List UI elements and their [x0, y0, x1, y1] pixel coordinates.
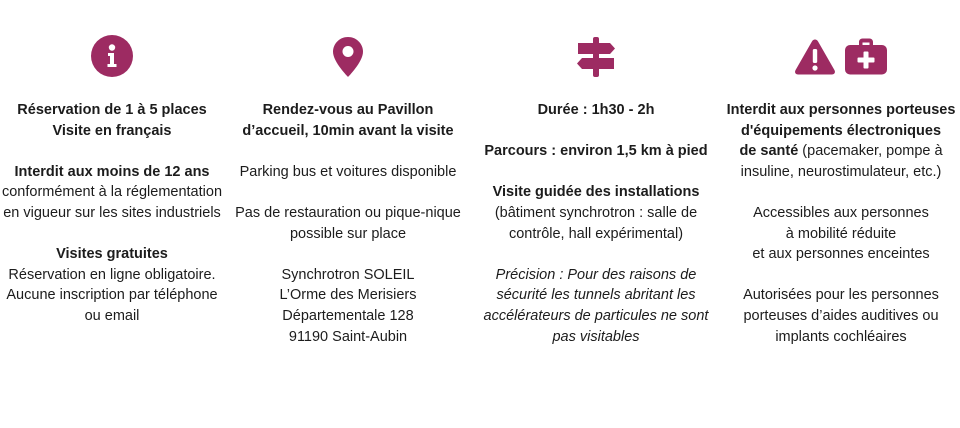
info-icon: [90, 34, 134, 78]
medical-kit-icon: [844, 38, 888, 75]
hearing-aids-text: Autorisées pour les personnes porteuses d’aides auditives ou implants cochléaires: [743, 287, 939, 345]
free-visits-text: Réservation en ligne obligatoire. Aucune inscription par téléphone ou email: [6, 266, 218, 324]
info-column-location: [233, 0, 463, 347]
precision-note: Précision : Pour des raisons de sécurité les tunnels abritant les accélérateurs de particules ne sont pas visitables: [483, 266, 709, 345]
places-text: Réservation de 1 à 5 places: [17, 102, 207, 118]
duration-text: Durée : 1h30 - 2h: [537, 102, 655, 118]
address-line: Départementale 128: [282, 307, 414, 324]
forbidden-devices-text: Interdit aux personnes porteuses d'équipements électroniques: [726, 102, 956, 139]
parking-text: Parking bus et voitures disponible: [239, 163, 457, 180]
route-text: Parcours : environ 1,5 km à pied: [484, 143, 708, 160]
meeting-point-text: Rendez-vous au Pavillon d’accueil, 10min avant la visite: [242, 102, 454, 139]
info-column-booking: [0, 0, 227, 327]
info-column-accessibility: [726, 0, 956, 347]
mobility-text: Accessibles aux personnes: [753, 204, 929, 221]
health-devices-text: de santé (pacemaker, pompe à insuline, neurostimulateur, etc.): [739, 143, 943, 180]
guided-visit-title: Visite guidée des installations: [492, 184, 700, 201]
info-column-duration: [481, 0, 711, 347]
mobility-text: et aux personnes enceintes: [752, 246, 930, 263]
food-text: Pas de restauration ou pique-nique possible sur place: [235, 204, 461, 242]
warning-icon: [794, 38, 836, 75]
age-restriction-text: Interdit aux moins de 12 ans conformément à la réglementation en vigueur sur les sites industriels: [1, 163, 223, 221]
address-line: L’Orme des Merisiers: [279, 287, 417, 304]
location-pin-icon: [332, 36, 364, 78]
address-line: Synchrotron SOLEIL: [281, 266, 415, 283]
mobility-text: à mobilité réduite: [785, 225, 897, 242]
guided-visit-detail: (bâtiment synchrotron : salle de contrôle, hall expérimental): [494, 204, 698, 242]
address-line: 91190 Saint-Aubin: [288, 328, 408, 345]
free-visits-title: Visites gratuites: [56, 246, 168, 263]
language-text: Visite en français: [52, 122, 172, 139]
signpost-icon: [574, 37, 618, 77]
